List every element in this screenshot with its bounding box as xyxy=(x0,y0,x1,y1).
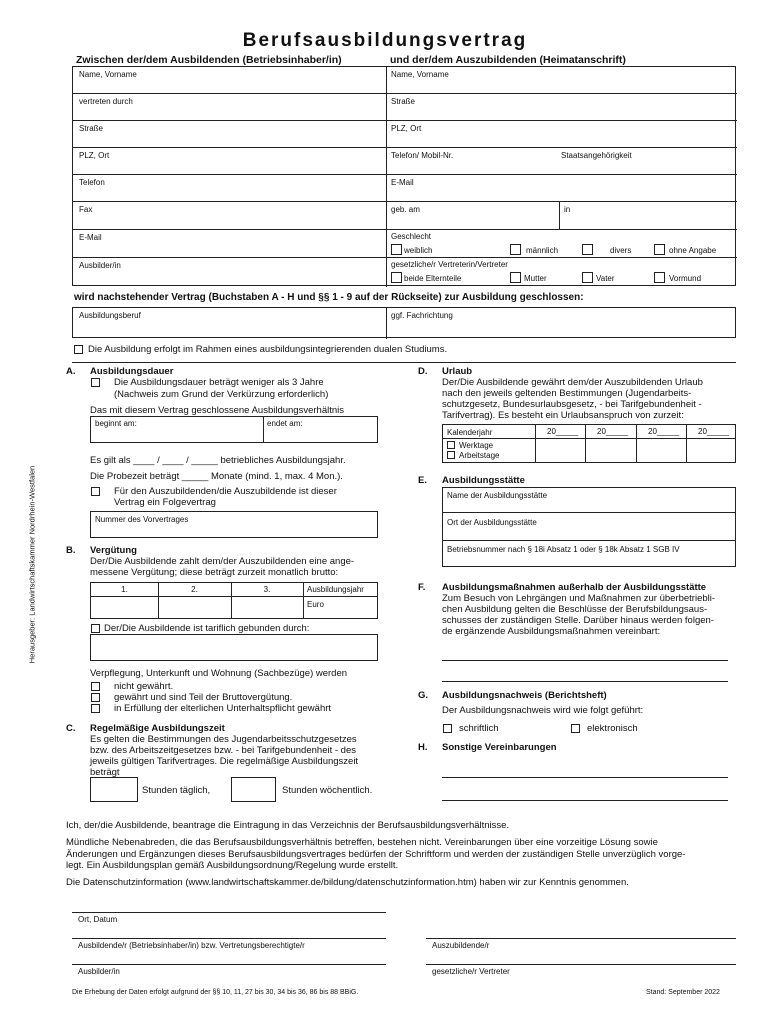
field-staat[interactable]: Staatsangehörigkeit xyxy=(561,151,632,160)
section-d-title: Urlaub xyxy=(442,366,473,377)
col-jahr-a[interactable]: 20_____ xyxy=(547,427,579,436)
c-l4: beträgt xyxy=(90,767,120,778)
a-folge2: Vertrag ein Folgevertrag xyxy=(114,497,216,508)
euro-label: Euro xyxy=(307,600,324,609)
field-staette-name[interactable]: Name der Ausbildungsstätte xyxy=(447,491,548,500)
para-datenschutz: Die Datenschutzinformation (www.landwirtschaftskammer.de/bildung/datenschutzinformation.htm) haben wir zur Kenntnis genommen. xyxy=(66,877,629,888)
section-g-title: Ausbildungsnachweis (Berichtsheft) xyxy=(442,690,607,701)
checkbox-divers[interactable] xyxy=(582,244,593,255)
section-h-title: Sonstige Vereinbarungen xyxy=(442,742,557,753)
col-ausbildungsjahr: Ausbildungsjahr xyxy=(307,585,364,594)
section-c-letter: C. xyxy=(66,723,76,734)
g-elektronisch: elektronisch xyxy=(587,723,638,734)
checkbox-eltern[interactable] xyxy=(391,272,402,283)
col-jahr-c[interactable]: 20_____ xyxy=(648,427,680,436)
field-telefon-right[interactable]: Telefon/ Mobil-Nr. xyxy=(391,151,454,160)
checkbox-schriftlich[interactable] xyxy=(443,724,452,733)
checkbox-dual[interactable] xyxy=(74,345,83,354)
dual-text: Die Ausbildung erfolgt im Rahmen eines ausbildungsintegrierenden dualen Studiums. xyxy=(88,344,448,355)
footer-right: Stand: September 2022 xyxy=(646,989,720,996)
field-strasse-left[interactable]: Straße xyxy=(79,124,104,133)
a-dauer1: Die Ausbildungsdauer beträgt weniger als 3 Jahre xyxy=(114,377,324,388)
a-folge1: Für den Auszubildenden/die Auszubildende ist dieser xyxy=(114,486,337,497)
section-a-title: Ausbildungsdauer xyxy=(90,366,174,377)
vertreter-label: gesetzliche/r Vertreterin/Vertreter xyxy=(391,260,508,269)
checkbox-vormund[interactable] xyxy=(654,272,665,283)
beruf-box xyxy=(72,307,736,338)
field-name-azubi[interactable]: Name, Vorname xyxy=(391,70,449,79)
signature-line-vertreter[interactable] xyxy=(426,964,736,965)
label-werktage: Werktage xyxy=(459,441,494,450)
field-stunden-woechentlich[interactable] xyxy=(231,777,276,802)
field-vertreten[interactable]: vertreten durch xyxy=(79,97,133,106)
section-g-letter: G. xyxy=(418,690,429,701)
vereinbarungen-line-2[interactable] xyxy=(442,800,728,801)
field-betriebsnummer[interactable]: Betriebsnummer nach § 18i Absatz 1 oder § 18k Absatz 1 SGB IV xyxy=(447,545,680,554)
para-nebenabreden-2: Änderungen und Ergänzungen dieses Berufsausbildungsvertrages bedürfen der Schriftform und werden der zuständigen Stelle unverzüglich vorge- xyxy=(66,849,686,860)
c-l3: jeweils gültigen Tarifvertrages. Die regelmäßige Ausbildungszeit xyxy=(90,756,359,767)
section-f-title: Ausbildungsmaßnahmen außerhalb der Ausbildungsstätte xyxy=(442,582,707,593)
section-e-title: Ausbildungsstätte xyxy=(442,475,525,486)
sig-ort-label: Ort, Datum xyxy=(78,915,118,924)
sig-ausbildende-label: Ausbildende/r (Betriebsinhaber/in) bzw. Vertretungsberechtigte/r xyxy=(78,941,305,950)
checkbox-werktage[interactable] xyxy=(447,441,455,449)
g-text: Der Ausbildungsnachweis wird wie folgt geführt: xyxy=(442,705,644,716)
b-opt1: nicht gewährt. xyxy=(114,681,174,692)
g-schriftlich: schriftlich xyxy=(459,723,499,734)
checkbox-mutter[interactable] xyxy=(510,272,521,283)
d-l1: Der/Die Ausbildende gewährt dem/der Auszubildenden Urlaub xyxy=(442,377,703,388)
staette-box xyxy=(442,487,736,567)
sig-vertreter-label: gesetzliche/r Vertreter xyxy=(432,967,510,976)
parties-grid: Name, Vorname vertreten durch Straße PLZ, Ort Telefon Fax E-Mail Ausbilder/in Name, Vorname Straße PLZ, Ort Telefon/ Mobil-Nr. Staatsangehörigkeit E-Mail geb. am in Geschlecht weiblich männlich divers ohne Angabe gesetzliche/r Vertreterin/Vertreter beide Elternteile Mutter Vater Vormund xyxy=(72,66,736,286)
field-endet[interactable]: endet am: xyxy=(267,419,303,428)
checkbox-nicht-gewaehrt[interactable] xyxy=(91,682,100,691)
checkbox-ohne-angabe[interactable] xyxy=(654,244,665,255)
contract-line: wird nachstehender Vertrag (Buchstaben A - H und §§ 1 - 9 auf der Rückseite) zur Ausbildung geschlossen: xyxy=(74,292,584,303)
footer-left: Die Erhebung der Daten erfolgt aufgrund der §§ 10, 11, 27 bis 30, 34 bis 36, 86 bis 88 BBiG. xyxy=(72,989,359,996)
signature-line-azubi[interactable] xyxy=(426,938,736,939)
field-beginnt[interactable]: beginnt am: xyxy=(95,419,137,428)
f-l1: Zum Besuch von Lehrgängen und Maßnahmen zur überbetriebli- xyxy=(442,593,716,604)
side-text: Herausgeber: Landwirtschaftskammer Nordrhein-Westfalen xyxy=(27,465,37,664)
checkbox-gewaehrt[interactable] xyxy=(91,693,100,702)
section-f-letter: F. xyxy=(418,582,426,593)
b-opt2: gewährt und sind Teil der Bruttovergütung. xyxy=(114,692,293,703)
d-l2: nach den jeweils geltenden Bestimmungen (Jugendarbeits- xyxy=(442,388,692,399)
field-ausbildungsberuf[interactable]: Ausbildungsberuf xyxy=(79,311,141,320)
field-fachrichtung[interactable]: ggf. Fachrichtung xyxy=(391,311,453,320)
col-jahr-b[interactable]: 20_____ xyxy=(597,427,629,436)
section-a-letter: A. xyxy=(66,366,76,377)
tarif-box[interactable] xyxy=(90,634,378,661)
b-verpflegung: Verpflegung, Unterkunft und Wohnung (Sachbezüge) werden xyxy=(90,668,348,679)
checkbox-vater[interactable] xyxy=(582,272,593,283)
field-plz-right[interactable]: PLZ, Ort xyxy=(391,124,422,133)
a-gilt[interactable]: Es gilt als ____ / ____ / _____ betriebliches Ausbildungsjahr. xyxy=(90,455,346,466)
checkbox-weiblich[interactable] xyxy=(391,244,402,255)
header-right: und der/dem Auszubildenden (Heimatanschrift) xyxy=(390,54,626,66)
checkbox-maennlich[interactable] xyxy=(510,244,521,255)
signature-line-ausbilder[interactable] xyxy=(72,964,386,965)
page-title: Berufsausbildungsvertrag xyxy=(242,30,528,51)
beginn-ende-box xyxy=(90,416,378,443)
col-jahr1: 1. xyxy=(121,585,128,594)
c-l1: Es gelten die Bestimmungen des Jugendarbeitsschutzgesetzes xyxy=(90,734,357,745)
checkbox-tarif[interactable] xyxy=(91,624,100,633)
b-text2: messene Vergütung; diese beträgt zurzeit monatlich brutto: xyxy=(90,567,339,578)
massnahmen-line-1[interactable] xyxy=(442,660,728,661)
c-taeglich: Stunden täglich, xyxy=(142,785,211,796)
field-vorvertrag: Nummer des Vorvertrages xyxy=(95,515,189,524)
checkbox-folgevertrag[interactable] xyxy=(91,487,100,496)
b-opt3: in Erfüllung der elterlichen Unterhaltspflicht gewährt xyxy=(114,703,332,714)
b-tarif: Der/Die Ausbildende ist tariflich gebunden durch: xyxy=(104,623,310,634)
massnahmen-line-2[interactable] xyxy=(442,681,728,682)
label-arbeitstage: Arbeitstage xyxy=(459,451,500,460)
para-nebenabreden-1: Mündliche Nebenabreden, die das Berufsausbildungsverhältnis betreffen, bestehen nicht. Vereinbarungen über eine vorzeitige Lösung sowie xyxy=(66,837,658,848)
section-e-letter: E. xyxy=(418,475,427,486)
col-kalenderjahr: Kalenderjahr xyxy=(447,428,493,437)
field-telefon-left[interactable]: Telefon xyxy=(79,178,105,187)
section-h-letter: H. xyxy=(418,742,428,753)
field-name-ausbildende[interactable]: Name, Vorname xyxy=(79,70,137,79)
field-email-left[interactable]: E-Mail xyxy=(79,233,102,242)
field-geb[interactable]: geb. am xyxy=(391,205,420,214)
para-nebenabreden-3: legt. Ein Ausbildungsplan gemäß Ausbildungsordnung/Regelung wurde erstellt. xyxy=(66,860,399,871)
field-ausbilder[interactable]: Ausbilder/in xyxy=(79,261,121,270)
a-verhaeltnis: Das mit diesem Vertrag geschlossene Ausbildungsverhältnis xyxy=(90,405,344,416)
checkbox-elektronisch[interactable] xyxy=(571,724,580,733)
a-probezeit[interactable]: Die Probezeit beträgt _____ Monate (mind. 1, max. 4 Mon.). xyxy=(90,471,343,482)
field-stunden-taeglich[interactable] xyxy=(90,777,138,802)
sig-azubi-label: Auszubildende/r xyxy=(432,941,490,950)
para-eintragung: Ich, der/die Ausbildende, beantrage die Eintragung in das Verzeichnis der Berufsausbildungsverhältnisse. xyxy=(66,820,510,831)
c-l2: bzw. des Arbeitszeitgesetzes bzw. - bei Tarifgebundenheit - des xyxy=(90,745,356,756)
section-c-title: Regelmäßige Ausbildungszeit xyxy=(90,723,225,734)
vorvertrag-box[interactable] xyxy=(90,511,378,538)
col-jahr2: 2. xyxy=(191,585,198,594)
col-jahr-d[interactable]: 20_____ xyxy=(698,427,730,436)
c-woechentlich: Stunden wöchentlich. xyxy=(282,785,373,796)
signature-line-ort[interactable] xyxy=(72,912,386,913)
field-staette-ort[interactable]: Ort der Ausbildungsstätte xyxy=(447,518,537,527)
d-l3: schutzgesetz, Bundesurlaubsgesetz, - bei Tarifgebundenheit - xyxy=(442,399,702,410)
section-d-letter: D. xyxy=(418,366,428,377)
field-email-right[interactable]: E-Mail xyxy=(391,178,414,187)
field-plz-left[interactable]: PLZ, Ort xyxy=(79,151,110,160)
f-l4: de ergänzende Ausbildungsmaßnahmen vereinbart: xyxy=(442,626,661,637)
signature-line-ausbildende[interactable] xyxy=(72,938,386,939)
field-strasse-right[interactable]: Straße xyxy=(391,97,416,106)
urlaub-table xyxy=(442,424,736,463)
f-l3: schusses der zuständigen Stelle. Darüber hinaus werden folgen- xyxy=(442,615,714,626)
b-text1: Der/Die Ausbildende zahlt dem/der Auszubildenden eine ange- xyxy=(90,556,355,567)
col-jahr3: 3. xyxy=(263,585,271,594)
geschlecht-label: Geschlecht xyxy=(391,232,432,241)
checkbox-verkuerzung[interactable] xyxy=(91,378,100,387)
section-b-letter: B. xyxy=(66,545,76,556)
checkbox-unterhalt[interactable] xyxy=(91,704,100,713)
f-l2: chen Ausbildung gelten die Beschlüsse der Berufsbildungsaus- xyxy=(442,604,708,615)
verguetung-table xyxy=(90,582,378,619)
field-fax[interactable]: Fax xyxy=(79,205,93,214)
a-dauer2: (Nachweis zum Grund der Verkürzung erforderlich) xyxy=(114,389,329,400)
vereinbarungen-line-1[interactable] xyxy=(442,777,728,778)
header-left: Zwischen der/dem Ausbildenden (Betriebsinhaber/in) xyxy=(76,54,342,66)
section-b-title: Vergütung xyxy=(90,545,137,556)
sig-ausbilder-label: Ausbilder/in xyxy=(78,967,120,976)
checkbox-arbeitstage[interactable] xyxy=(447,451,455,459)
d-l4: Tarifvertrag). Es besteht ein Urlaubsanspruch von zurzeit: xyxy=(442,410,684,421)
field-in[interactable]: in xyxy=(564,205,571,214)
